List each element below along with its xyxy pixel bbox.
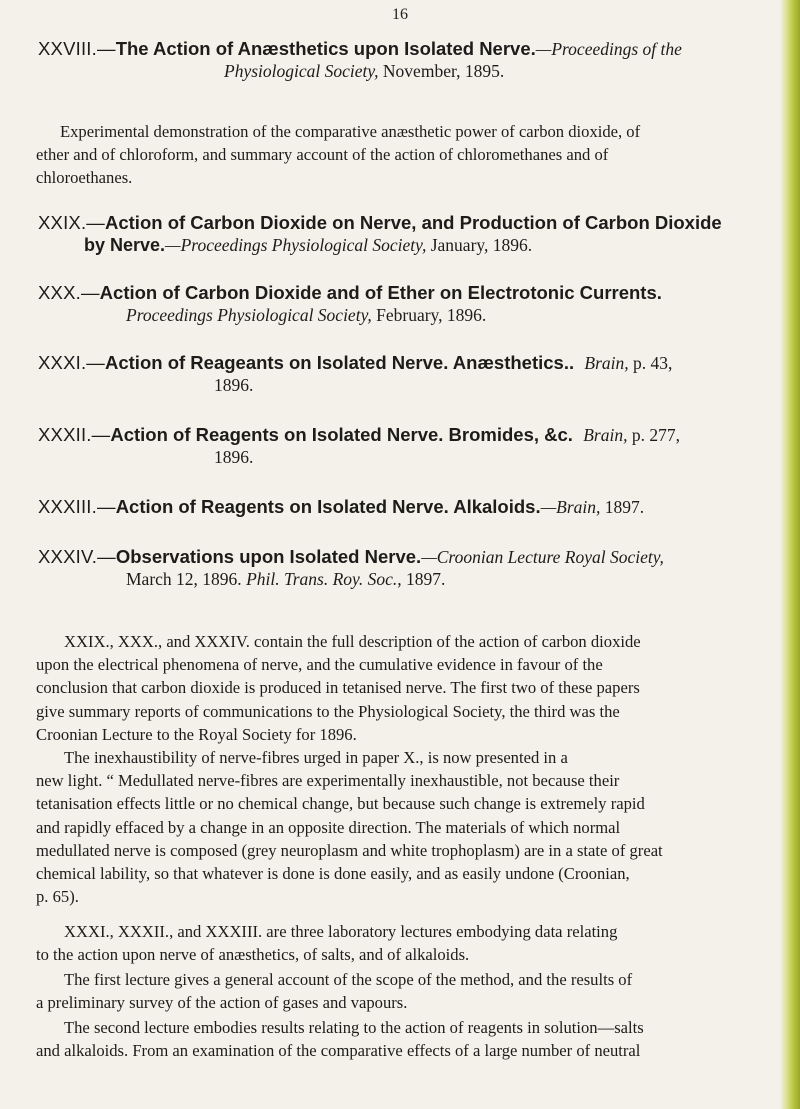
entry-heading-line: [38, 282, 756, 304]
entry-year: 1897.: [401, 569, 446, 589]
bibliography-entry-xxviii: [38, 38, 756, 82]
entry-journal: —Proceedings Physiological Society,: [165, 235, 427, 255]
entry-journal: Physiological Society,: [224, 61, 379, 81]
entry-heading-line: [38, 212, 756, 234]
paragraph-line: new light. “ Medullated nerve-fibres are experimentally inexhaustible, not because their: [36, 771, 620, 791]
entry-number: XXXIII.—: [38, 496, 116, 517]
entry-title: Action of Reagents on Isolated Nerve. Alkaloids.: [115, 496, 541, 517]
paragraph-line: p. 65).: [36, 887, 79, 907]
entry-date: February, 1896.: [371, 305, 487, 325]
page-number: 16: [392, 6, 408, 23]
description-line: chloroethanes.: [36, 168, 133, 188]
entry-pages: p. 43,: [628, 353, 673, 373]
bibliography-entry-xxxi: [38, 352, 756, 396]
paragraph-line: XXXI., XXXII., and XXXIII. are three laboratory lectures embodying data relating: [64, 922, 618, 941]
paragraph-line: conclusion that carbon dioxide is produced in tetanised nerve. The first two of these papers: [36, 678, 640, 698]
commentary-paragraph-5: [36, 1016, 758, 1062]
paragraph-line: Croonian Lecture to the Royal Society for 1896.: [36, 724, 357, 744]
bibliography-entry-xxix: [38, 212, 756, 256]
entry-title: Action of Reageants on Isolated Nerve. Anæsthetics..: [105, 352, 575, 373]
entry-number: XXXI.—: [38, 352, 105, 373]
entry-title: The Action of Anæsthetics upon Isolated Nerve.: [115, 38, 536, 59]
paragraph-line: a preliminary survey of the action of gases and vapours.: [36, 993, 408, 1013]
paragraph-line: upon the electrical phenomena of nerve, and the cumulative evidence in favour of the: [36, 655, 603, 675]
bibliography-entry-xxx: [38, 282, 756, 326]
entry-title: Action of Reagents on Isolated Nerve. Bromides, &c.: [110, 424, 573, 445]
entry-number: XXVIII.—: [38, 38, 116, 59]
entry-heading-line: [38, 546, 756, 568]
commentary-paragraph-3: [36, 920, 758, 966]
entry-heading-line: [38, 424, 756, 446]
entry-journal: —Brain,: [540, 497, 601, 517]
entry-heading-line: [38, 38, 756, 60]
entry-date: March 12, 1896.: [126, 569, 247, 589]
entry-number: XXXIV.—: [38, 546, 116, 567]
description-line: ether and of chloroform, and summary account of the action of chloromethanes and of: [36, 145, 609, 165]
entry-continuation: [38, 446, 756, 468]
entry-year: 1897.: [600, 497, 645, 517]
entry-pages: p. 277,: [627, 425, 680, 445]
entry-continuation: [38, 374, 756, 396]
entry-heading-line: [38, 352, 756, 374]
entry-xxviii-description: [36, 120, 758, 190]
paragraph-line: and alkaloids. From an examination of the comparative effects of a large number of neutral: [36, 1041, 641, 1061]
entry-journal: Phil. Trans. Roy. Soc.,: [246, 569, 402, 589]
commentary-paragraph-1: [36, 630, 758, 746]
entry-date: January, 1896.: [426, 235, 533, 255]
entry-title-continued: by Nerve.: [84, 235, 166, 255]
entry-continuation: [38, 60, 756, 82]
entry-continuation: [38, 568, 756, 590]
paragraph-line: The first lecture gives a general account of the scope of the method, and the results of: [64, 970, 633, 989]
paragraph-line: medullated nerve is composed (grey neuroplasm and white trophoplasm) are in a state of great: [36, 840, 663, 860]
paragraph-line: to the action upon nerve of anæsthetics, of salts, and of alkaloids.: [36, 945, 470, 965]
entry-continuation: [38, 304, 756, 326]
paragraph-line: give summary reports of communications to the Physiological Society, the third was the: [36, 701, 620, 721]
paragraph-line: tetanisation effects little or no chemical change, but because such change is extremely rapid: [36, 794, 645, 814]
entry-journal: Proceedings Physiological Society,: [126, 305, 372, 325]
entry-number: XXIX.—: [38, 212, 105, 233]
commentary-paragraph-2: [36, 746, 758, 908]
page-edge-shading: [780, 0, 800, 1109]
bibliography-entry-xxxii: [38, 424, 756, 468]
entry-year: 1896.: [214, 447, 254, 467]
paragraph-line: chemical lability, so that whatever is done is done easily, and as easily undone (Croonian,: [36, 864, 630, 884]
entry-citation: —Croonian Lecture Royal Society,: [421, 547, 664, 567]
entry-continuation: [38, 234, 756, 256]
paragraph-line: The inexhaustibility of nerve-fibres urged in paper X., is now presented in a: [64, 748, 568, 767]
entry-number: XXXII.—: [38, 424, 111, 445]
entry-journal: Brain,: [584, 353, 629, 373]
entry-journal: Brain,: [583, 425, 628, 445]
entry-title: Action of Carbon Dioxide and of Ether on Electrotonic Currents.: [99, 282, 662, 303]
entry-number: XXX.—: [38, 282, 100, 303]
entry-year: 1896.: [214, 375, 254, 395]
entry-date: November, 1895.: [378, 61, 505, 81]
paragraph-line: The second lecture embodies results relating to the action of reagents in solution—salts: [64, 1018, 644, 1037]
entry-title: Observations upon Isolated Nerve.: [115, 546, 422, 567]
bibliography-entry-xxxiii: [38, 496, 756, 518]
bibliography-entry-xxxiv: [38, 546, 756, 590]
paragraph-line: and rapidly effaced by a change in an opposite direction. The materials of which normal: [36, 817, 621, 837]
entry-citation: —Proceedings of the: [535, 39, 682, 59]
entry-heading-line: [38, 496, 756, 518]
paragraph-line: XXIX., XXX., and XXXIV. contain the full description of the action of carbon dioxide: [64, 632, 641, 651]
commentary-paragraph-4: [36, 968, 758, 1014]
description-line: Experimental demonstration of the comparative anæsthetic power of carbon dioxide, of: [60, 122, 641, 141]
entry-title: Action of Carbon Dioxide on Nerve, and Production of Carbon Dioxide: [105, 212, 722, 233]
